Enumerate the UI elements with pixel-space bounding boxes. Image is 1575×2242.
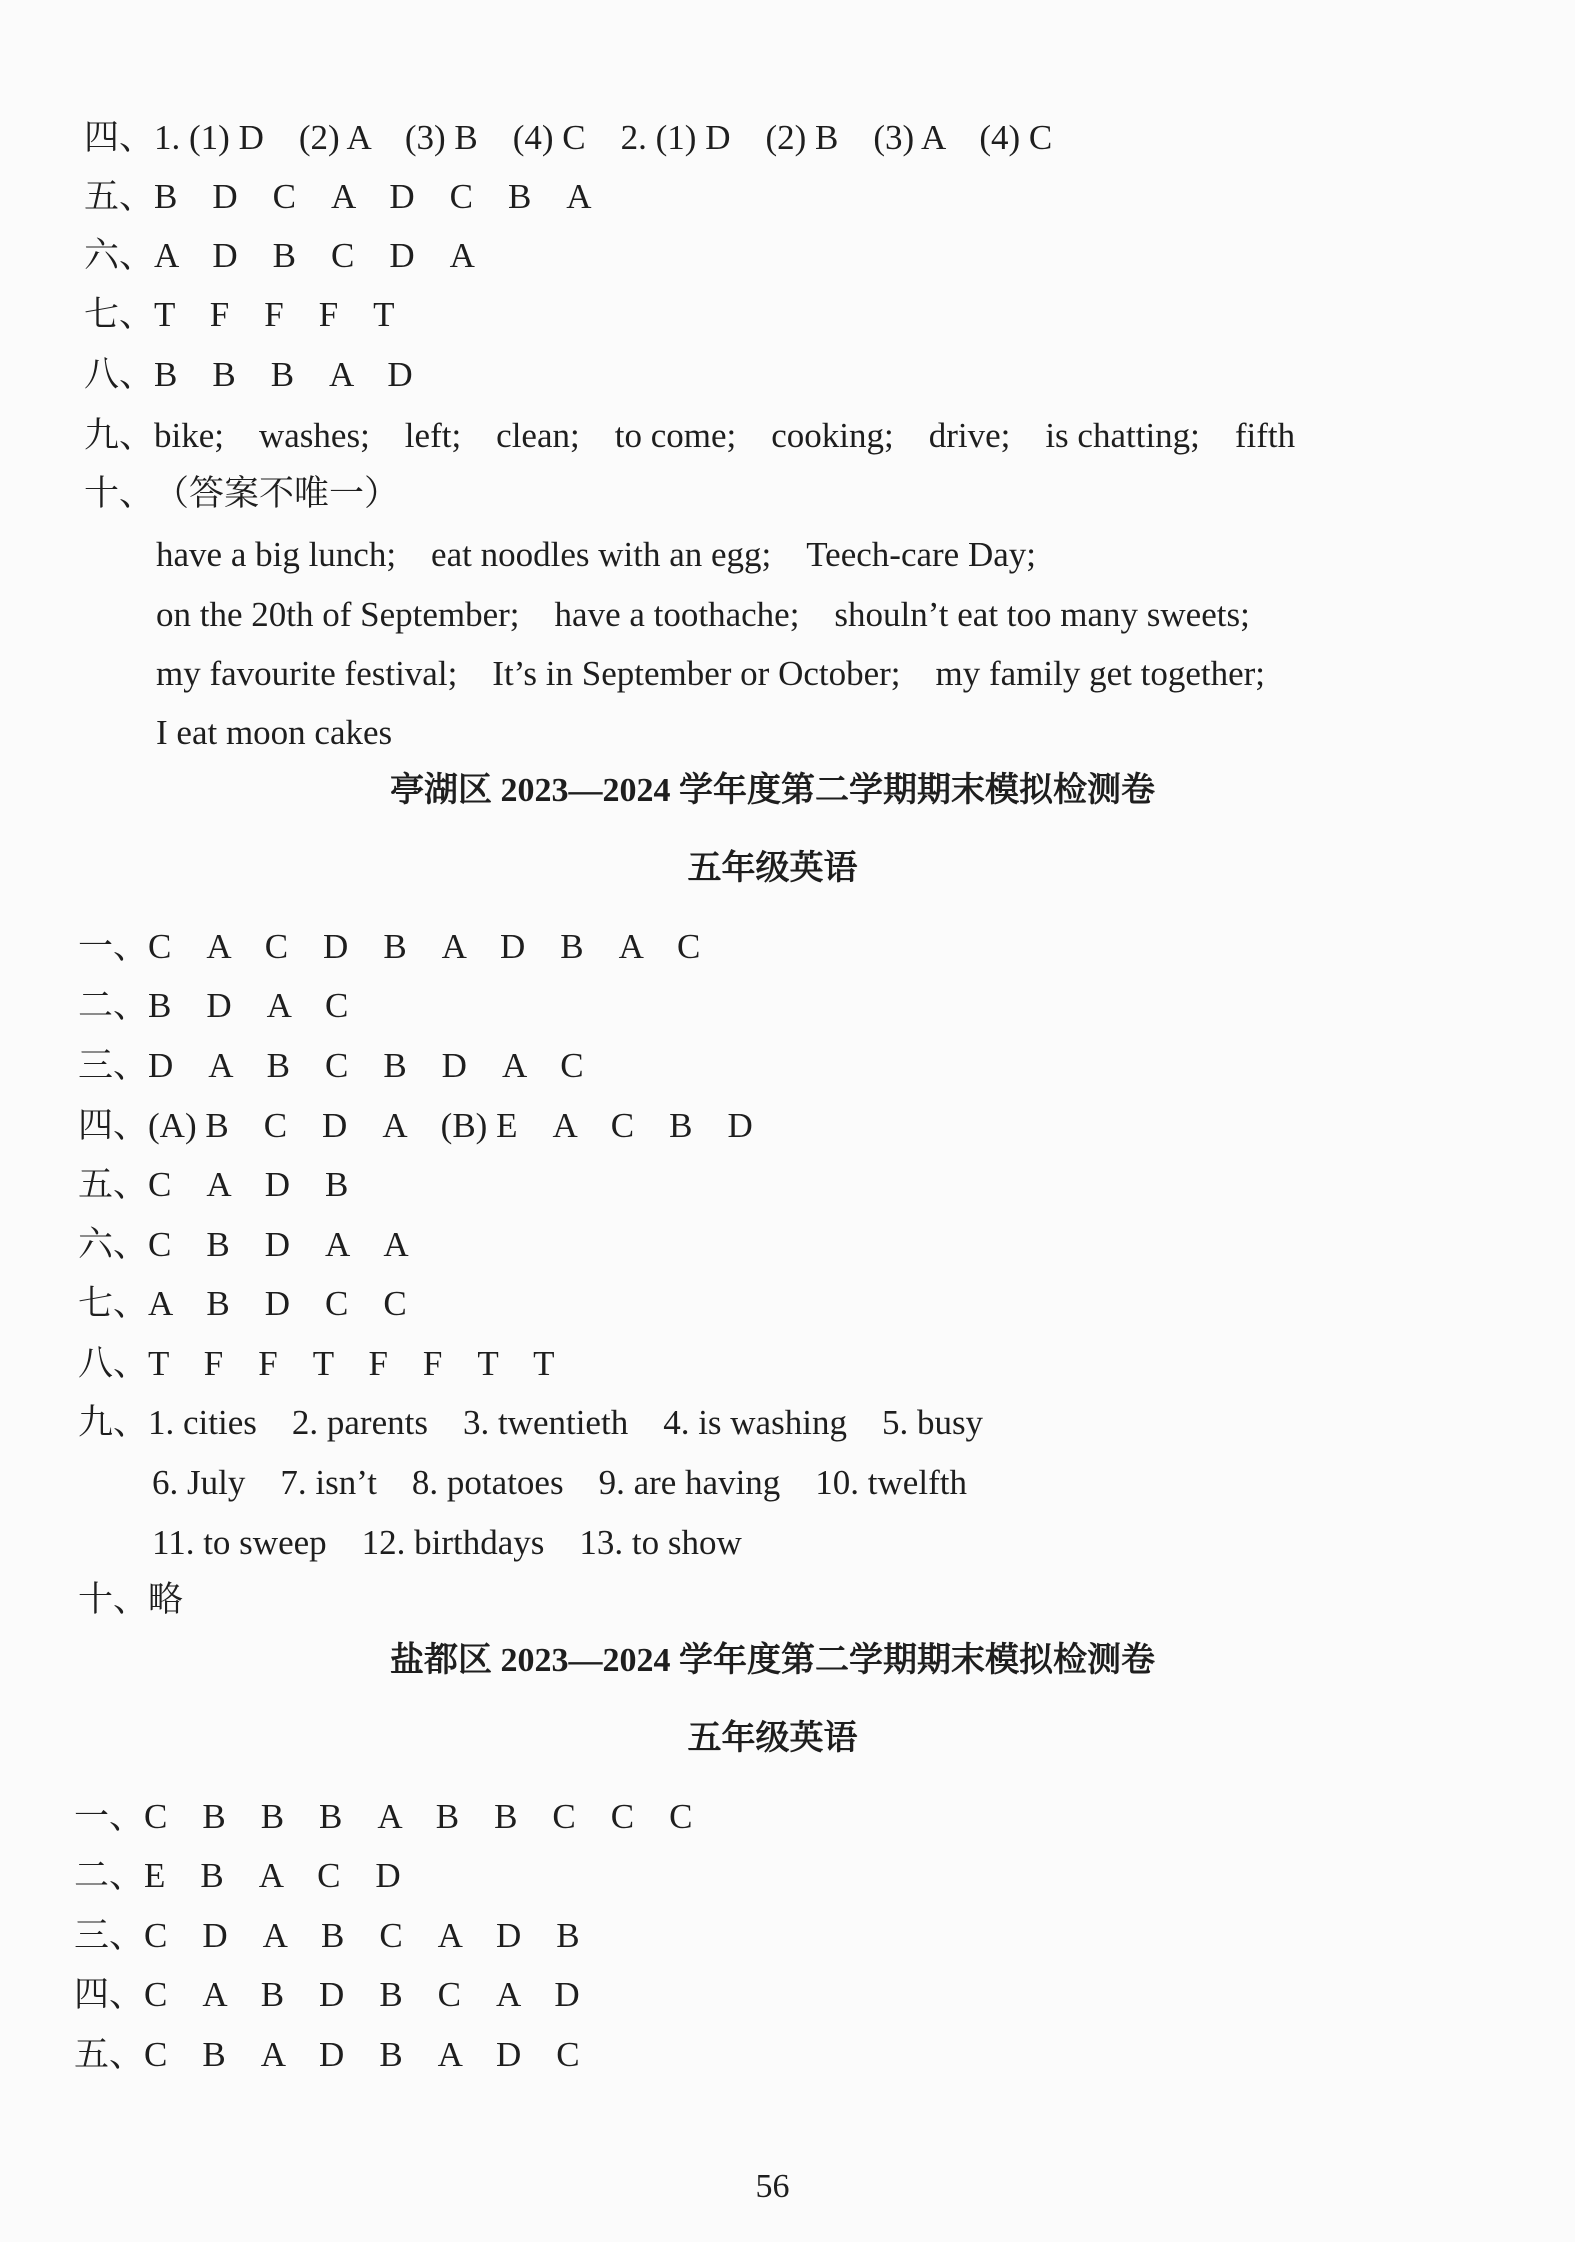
question-label: 三、 bbox=[78, 1046, 149, 1085]
question-label: 十、 bbox=[84, 474, 155, 513]
answer-row bbox=[78, 984, 348, 1028]
question-label: 四、 bbox=[74, 1975, 145, 2014]
answer-text: C B B B A B B C C C bbox=[144, 1797, 693, 1836]
answer-row bbox=[78, 1163, 348, 1207]
answer-text: C D A B C A D B bbox=[144, 1916, 580, 1955]
answer-row bbox=[78, 1401, 983, 1445]
answer-continuation: on the 20th of September; have a toothache; shouln’t eat too many sweets; bbox=[156, 595, 1250, 634]
answer-text: 1. (1) D (2) A (3) B (4) C 2. (1) D (2) B (3) A (4) C bbox=[154, 118, 1053, 157]
answer-row bbox=[74, 1795, 692, 1839]
question-label: 二、 bbox=[78, 986, 149, 1025]
question-label: 一、 bbox=[74, 1797, 145, 1836]
answer-row bbox=[74, 2033, 580, 2077]
question-label: 五、 bbox=[74, 2035, 145, 2074]
section-subtitle: 五年级英语 bbox=[687, 1720, 858, 1757]
answer-continuation: I eat moon cakes bbox=[156, 713, 393, 752]
section-title: 盐都区 2023—2024 学年度第二学期期末模拟检测卷 bbox=[390, 1642, 1155, 1679]
answer-text: C A B D B C A D bbox=[144, 1975, 580, 2014]
question-label: 八、 bbox=[78, 1344, 149, 1383]
answer-text: B B B A D bbox=[154, 355, 413, 394]
answer-row bbox=[78, 1282, 407, 1326]
answer-row bbox=[84, 175, 592, 219]
answer-text: C A C D B A D B A C bbox=[148, 927, 701, 966]
question-label: 七、 bbox=[78, 1284, 149, 1323]
answer-text: T F F F T bbox=[154, 295, 395, 334]
question-label: 七、 bbox=[84, 295, 155, 334]
question-label: 四、 bbox=[78, 1106, 149, 1145]
answer-text: 1. cities 2. parents 3. twentieth 4. is washing 5. busy bbox=[148, 1403, 984, 1442]
question-label: 九、 bbox=[78, 1403, 149, 1442]
answer-row bbox=[78, 1104, 753, 1148]
page-number: 56 bbox=[755, 2168, 790, 2205]
answer-text: C B A D B A D C bbox=[144, 2035, 580, 2074]
question-label: 六、 bbox=[78, 1225, 149, 1264]
answer-text: A B D C C bbox=[148, 1284, 407, 1323]
question-label: 六、 bbox=[84, 236, 155, 275]
answer-row bbox=[84, 293, 395, 337]
answer-row bbox=[78, 1342, 555, 1386]
question-label: 四、 bbox=[84, 118, 155, 157]
answer-row bbox=[78, 1044, 584, 1088]
answer-text: B D A C bbox=[148, 986, 349, 1025]
answer-text: C B D A A bbox=[148, 1225, 409, 1264]
section-subtitle: 五年级英语 bbox=[687, 850, 858, 887]
answer-row bbox=[84, 414, 1295, 458]
answer-text: D A B C B D A C bbox=[148, 1046, 584, 1085]
answer-row bbox=[78, 1578, 183, 1622]
answer-continuation: 6. July 7. isn’t 8. potatoes 9. are having 10. twelfth bbox=[152, 1463, 967, 1502]
section-title: 亭湖区 2023—2024 学年度第二学期期末模拟检测卷 bbox=[390, 772, 1155, 809]
answer-row bbox=[84, 116, 1052, 160]
question-label: 一、 bbox=[78, 927, 149, 966]
answer-text: （答案不唯一） bbox=[154, 474, 400, 513]
answer-text: bike; washes; left; clean; to come; cooking; drive; is chatting; fifth bbox=[154, 416, 1296, 455]
question-label: 三、 bbox=[74, 1916, 145, 1955]
answer-continuation: have a big lunch; eat noodles with an egg; Teech-care Day; bbox=[156, 535, 1036, 574]
answer-row bbox=[74, 1914, 580, 1958]
answer-text: E B A C D bbox=[144, 1856, 401, 1895]
answer-row bbox=[78, 925, 700, 969]
answer-text: T F F T F F T T bbox=[148, 1344, 555, 1383]
question-label: 十、 bbox=[78, 1580, 149, 1619]
question-label: 五、 bbox=[78, 1165, 149, 1204]
answer-continuation: my favourite festival; It’s in September or October; my family get together; bbox=[156, 654, 1266, 693]
question-label: 二、 bbox=[74, 1856, 145, 1895]
answer-text: C A D B bbox=[148, 1165, 349, 1204]
answer-continuation: 11. to sweep 12. birthdays 13. to show bbox=[152, 1523, 742, 1562]
answer-row bbox=[84, 353, 413, 397]
answer-text: B D C A D C B A bbox=[154, 177, 592, 216]
answer-row bbox=[78, 1223, 409, 1267]
answer-text: 略 bbox=[148, 1580, 184, 1619]
answer-text: (A) B C D A (B) E A C B D bbox=[148, 1106, 753, 1145]
answer-row bbox=[74, 1973, 580, 2017]
question-label: 九、 bbox=[84, 416, 155, 455]
answer-row bbox=[84, 234, 475, 278]
answer-row bbox=[84, 472, 399, 516]
answer-text: A D B C D A bbox=[154, 236, 475, 275]
question-label: 五、 bbox=[84, 177, 155, 216]
question-label: 八、 bbox=[84, 355, 155, 394]
answer-row bbox=[74, 1854, 401, 1898]
